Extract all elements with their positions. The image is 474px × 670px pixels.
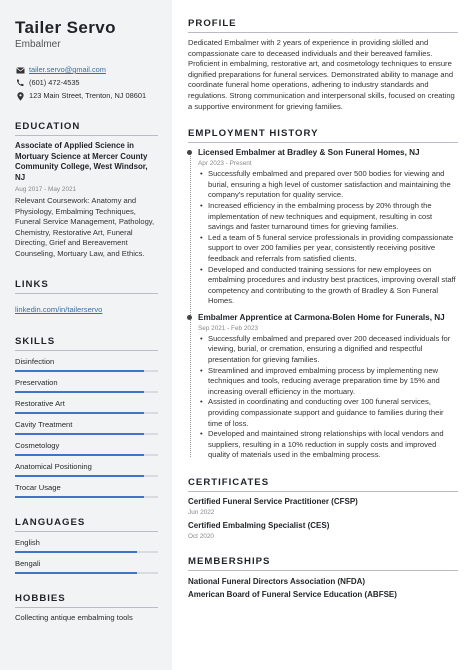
- skill-name: Trocar Usage: [15, 482, 61, 492]
- job-bullet: • Developed and maintained strong relationships with local vendors and suppliers, resulting in a 10% reduction in supply costs and improved quality of materials used in the embalming process.: [198, 429, 458, 461]
- skill-name: Cosmetology: [15, 440, 60, 450]
- certificate-date: Oct 2020: [188, 533, 214, 540]
- contact-email: [15, 64, 158, 76]
- hobby-item: Collecting antique embalming tools: [15, 612, 133, 622]
- map-pin-icon: [15, 92, 25, 101]
- skill-level-bar: [15, 412, 158, 414]
- skill-level-fill: [15, 412, 144, 414]
- job-bullet: • Assisted in coordinating and conducting over 100 funeral services, providing compassionate support and guidance to families during their time of loss.: [198, 397, 458, 429]
- skill-item: [15, 440, 158, 456]
- profile-heading: PROFILE: [188, 18, 458, 33]
- profile-section: [188, 18, 458, 112]
- languages-heading: LANGUAGES: [15, 517, 158, 532]
- language-level-fill: [15, 572, 137, 574]
- skill-level-fill: [15, 454, 144, 456]
- main-content: [172, 0, 474, 670]
- certificate-item: [188, 497, 458, 516]
- job-entry: [198, 148, 458, 307]
- skill-name: Disinfection: [15, 356, 55, 366]
- language-level-bar: [15, 551, 158, 553]
- certificate-item: [188, 521, 458, 540]
- skill-name: Anatomical Positioning: [15, 461, 92, 471]
- skill-level-fill: [15, 475, 144, 477]
- job-bullet: • Streamlined and improved embalming process by implementing new techniques and tools, reducing average preparation time by 15% and increasing overall efficiency in the mortuary.: [198, 366, 458, 398]
- job-bullet: • Increased efficiency in the embalming process by 20% through the implementation of new techniques and equipment, resulting in cost savings and faster turnaround times for grieving families.: [198, 201, 458, 233]
- certificates-heading: CERTIFICATES: [188, 477, 458, 492]
- sidebar: [0, 0, 172, 670]
- skill-level-bar: [15, 496, 158, 498]
- skill-level-bar: [15, 370, 158, 372]
- address-text: 123 Main Street, Trenton, NJ 08601: [29, 91, 147, 100]
- language-level-fill: [15, 551, 137, 553]
- language-level-bar: [15, 572, 158, 574]
- skills-heading: SKILLS: [15, 336, 158, 351]
- phone-text: (601) 472-4535: [29, 78, 80, 87]
- skill-name: Restorative Art: [15, 398, 65, 408]
- email-link[interactable]: tailer.servo@gmail.com: [29, 65, 106, 74]
- job-date: Apr 2023 - Present: [198, 160, 252, 168]
- skill-level-bar: [15, 454, 158, 456]
- membership-item: National Funeral Directors Association (NFDA): [188, 577, 366, 586]
- envelope-icon: [15, 66, 25, 75]
- education-heading: EDUCATION: [15, 121, 158, 136]
- skill-item: [15, 356, 158, 372]
- timeline-dot-icon: [187, 315, 192, 320]
- candidate-role: Embalmer: [15, 39, 61, 50]
- job-timeline: [188, 148, 458, 461]
- job-entry: [198, 313, 458, 461]
- certificate-name: Certified Funeral Service Practitioner (CFSP): [188, 497, 358, 506]
- employment-section: [188, 128, 458, 461]
- skill-level-bar: [15, 433, 158, 435]
- skill-level-fill: [15, 433, 144, 435]
- skill-item: [15, 482, 158, 498]
- hobbies-heading: HOBBIES: [15, 593, 158, 608]
- skill-level-bar: [15, 475, 158, 477]
- certificate-date: Jun 2022: [188, 509, 215, 516]
- job-bullet: • Successfully embalmed and prepared over 500 bodies for viewing and burial, ensuring a high level of customer satisfaction and maintaining the company's reputation for quality service.: [198, 169, 458, 201]
- skill-level-bar: [15, 391, 158, 393]
- skill-item: [15, 419, 158, 435]
- certificates-section: [188, 477, 458, 540]
- skill-level-fill: [15, 391, 144, 393]
- timeline-dot-icon: [187, 150, 192, 155]
- candidate-name: Tailer Servo: [15, 18, 116, 37]
- skill-item: [15, 461, 158, 477]
- contact-address: [15, 90, 158, 102]
- job-title: Embalmer Apprentice at Carmona-Bolen Home for Funerals, NJ: [198, 312, 445, 322]
- skill-level-fill: [15, 496, 144, 498]
- contact-phone: [15, 77, 158, 89]
- job-title: Licensed Embalmer at Bradley & Son Funeral Homes, NJ: [198, 148, 420, 158]
- skill-item: [15, 398, 158, 414]
- memberships-heading: MEMBERSHIPS: [188, 556, 458, 571]
- linkedin-link[interactable]: linkedin.com/in/tailerservo: [15, 304, 103, 314]
- profile-summary: Dedicated Embalmer with 2 years of experience in providing skilled and compassionate care to deceased individuals and their bereaved families. Proficient in embalming, restorative art, and cosmetology techniques to ensure dignified preparations for funeral services. Demonstrated ability to manage and coordinate funeral home operations, adhering to industry standards and regulations. Strong communication and interpersonal skills, focused on creating a supportive environment for grieving families.: [188, 38, 455, 111]
- skill-name: Preservation: [15, 377, 58, 387]
- skills-list: [15, 356, 158, 498]
- memberships-section: [188, 556, 458, 601]
- employment-heading: EMPLOYMENT HISTORY: [188, 128, 458, 143]
- job-bullet: • Successfully embalmed and prepared over 200 deceased individuals for viewing, burial, or cremation, ensuring a dignified and respectful presentation for grieving families.: [198, 334, 458, 366]
- links-heading: LINKS: [15, 279, 158, 294]
- job-bullets: [198, 334, 458, 461]
- education-coursework: Relevant Coursework: Anatomy and Physiology, Embalming Techniques, Funeral Service Management, Pathology, Chemistry, Restorative Art, Funeral Directing, Grief and Bereavement Counseling, Mortuary Law, and Ethics.: [15, 196, 155, 258]
- membership-item: American Board of Funeral Service Education (ABFSE): [188, 589, 397, 599]
- language-name: English: [15, 537, 40, 547]
- education-degree: Associate of Applied Science in Mortuary Science at Mercer County Community College, West Windsor, NJ: [15, 141, 148, 182]
- job-bullet: • Led a team of 5 funeral service professionals in providing compassionate support to over 200 families per year, consistently receiving positive feedback and referrals from satisfied clients.: [198, 233, 458, 265]
- skill-item: [15, 377, 158, 393]
- language-name: Bengali: [15, 558, 41, 568]
- skill-level-fill: [15, 370, 144, 372]
- phone-icon: [15, 79, 25, 88]
- job-bullet: • Developed and conducted training sessions for new employees on embalming procedures and industry best practices, improving overall staff competency and contributing to the growth of Bradley & Son Funeral Homes.: [198, 265, 458, 307]
- skill-name: Cavity Treatment: [15, 419, 73, 429]
- job-bullets: [198, 169, 458, 307]
- certificate-name: Certified Embalming Specialist (CES): [188, 521, 330, 530]
- education-date: Aug 2017 - May 2021: [15, 186, 77, 193]
- job-date: Sep 2021 - Feb 2023: [198, 324, 259, 332]
